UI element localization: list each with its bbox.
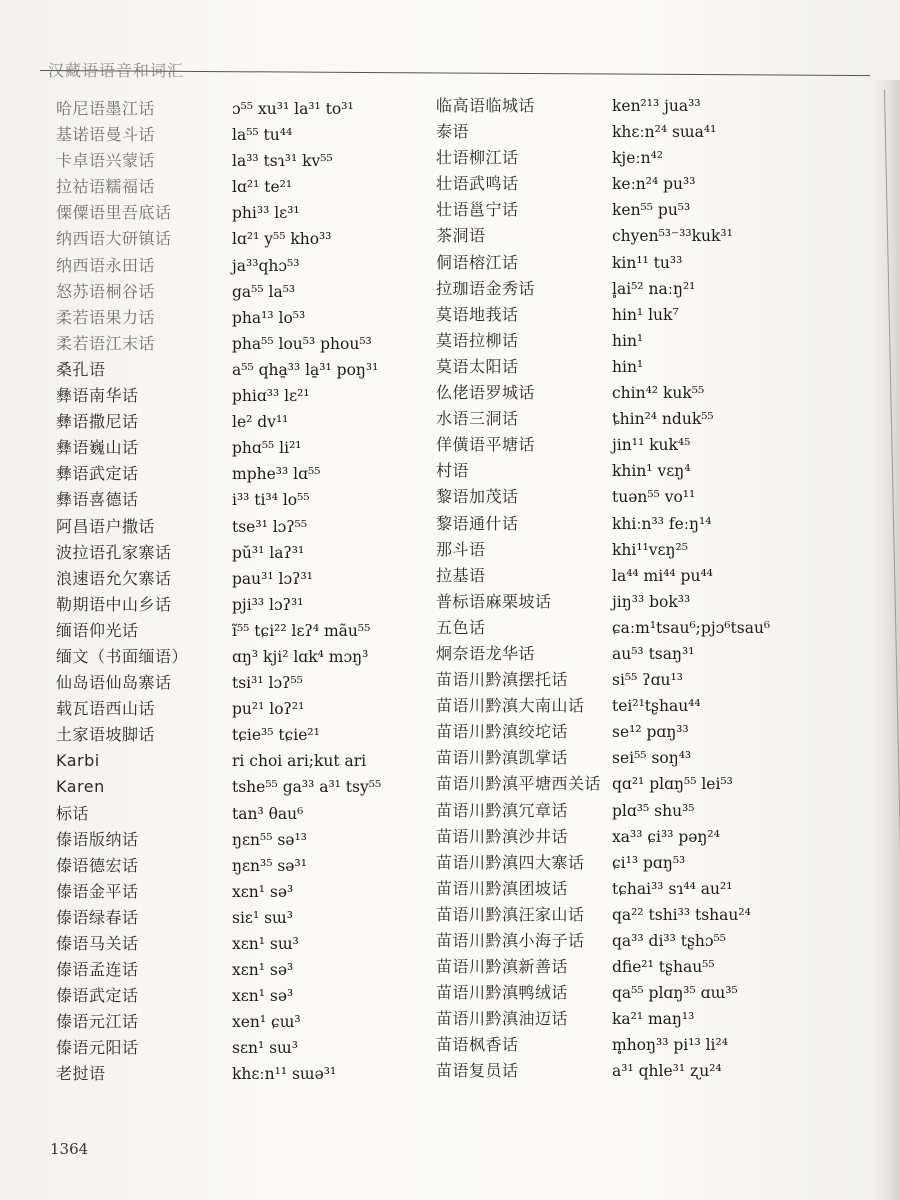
dialect-name: 苗语川黔滇大南山话 [436,696,585,716]
dialect-name: 五色话 [436,617,486,637]
word-form: qa⁵⁵ plɑŋ³⁵ ɑɯ³⁵ [612,984,738,1003]
dialect-name: 彝语撒尼话 [56,412,139,432]
dialect-name: 佯僙语平塘话 [436,435,536,455]
dialect-name: 彝语武定话 [56,464,139,484]
word-form: tɕhai³³ sɿ⁴⁴ au²¹ [612,879,733,898]
right-column-forms [612,93,882,1085]
word-form: hin¹ luk⁷ [612,305,679,324]
word-form: ĩ⁵⁵ tɕi²² lɛʔ⁴ mãu⁵⁵ [232,621,371,640]
dialect-name: 苗语川黔滇油迈话 [436,1009,569,1029]
dialect-name: 傈僳语里吾底话 [56,203,172,223]
word-form: kin¹¹ tu³³ [612,253,683,272]
word-form: xa³³ ɕi³³ pəŋ²⁴ [612,827,720,846]
word-form: hin¹ [612,331,644,350]
dialect-name: 黎语通什话 [436,513,519,533]
dialect-name: 莫语太阳话 [436,356,519,376]
word-form: dfie²¹ tʂhau⁵⁵ [612,958,715,977]
word-form: tɕie³⁵ tɕie²¹ [232,726,320,745]
word-form: tse³¹ lɔʔ⁵⁵ [232,517,308,536]
dialect-name: 彝语南华话 [56,386,139,406]
word-form: ka²¹ maŋ¹³ [612,1010,695,1029]
dialect-name: 傣语孟连话 [56,960,139,980]
word-form: ɑŋ³ kji² lɑk⁴ mɔŋ³ [232,647,369,666]
word-form: qa²² tshi³³ tshau²⁴ [612,905,751,924]
word-form: hin¹ [612,357,644,376]
dialect-name: 彝语巍山话 [56,438,139,458]
dialect-name: 傣语马关话 [56,934,139,953]
dialect-name: 壮语柳江话 [436,148,519,168]
word-form: lɑ²¹ te²¹ [232,178,293,197]
dialect-name: 苗语川黔滇冗章话 [436,800,569,820]
word-form: xɛn¹ sə³ [232,961,294,980]
word-form: se¹² pɑŋ³³ [612,723,689,742]
word-form: chin⁴² kuk⁵⁵ [612,384,705,403]
dialect-name: 仙岛语仙岛寨话 [56,673,172,693]
dialect-name: 傣语元阳话 [56,1038,139,1058]
dialect-name: 勒期语中山乡话 [56,594,172,614]
dialect-name: 缅语仰光话 [56,620,139,640]
dialect-name: 彝语喜德话 [56,490,139,510]
word-form: la⁵⁵ tu⁴⁴ [232,126,293,145]
dialect-name: 壮语武鸣话 [436,174,519,194]
dialect-name: 基诺语曼斗话 [56,125,156,145]
dialect-name: 傣语版纳话 [56,829,139,849]
word-form: ken⁵⁵ pu⁵³ [612,201,691,220]
word-form: tshe⁵⁵ ga³³ a³¹ tsy⁵⁵ [232,778,382,797]
dialect-name: 临高语临城话 [436,96,536,115]
word-form: pŭ³¹ laʔ³¹ [232,543,305,562]
dialect-name: 土家语坡脚话 [56,725,156,745]
dialect-name: 苗语川黔滇沙井话 [436,826,569,846]
dialect-name: 苗语川黔滇摆托话 [436,670,569,690]
dialect-name: 纳西语永田话 [56,255,156,275]
word-form: xɛn¹ sə³ [232,882,294,901]
dialect-name: 拉珈语金秀话 [436,278,536,298]
word-form: khin¹ vɛŋ⁴ [612,462,691,481]
dialect-name: 苗语川黔滇团坡话 [436,878,569,898]
dialect-name: 苗语枫香话 [436,1035,519,1055]
dialect-name: 苗语川黔滇汪家山话 [436,904,585,924]
word-form: ɕi¹³ pɑŋ⁵³ [612,853,686,872]
word-form: khɛːn¹¹ sɯə³¹ [232,1065,337,1084]
dialect-name: 那斗语 [436,539,486,559]
word-form: ja³³qhɔ⁵³ [232,256,300,275]
word-form: phi³³ lɛ³¹ [232,204,300,223]
dialect-name: 阿昌语户撒话 [56,516,156,536]
dialect-name: 拉祜语糯福话 [56,177,156,197]
dialect-name: 拉基语 [436,565,486,585]
word-form: la³³ tsɿ³¹ kv⁵⁵ [232,152,333,171]
word-form: jin¹¹ kuk⁴⁵ [612,436,691,455]
word-form: chyen⁵³⁻³³kuk³¹ [612,227,733,246]
word-form: phiɑ³³ lɛ²¹ [232,387,310,406]
dialect-name: 苗语川黔滇平塘西关话 [436,774,602,794]
word-form: au⁵³ tsaŋ³¹ [612,644,695,663]
dialect-name: 缅文（书面缅语） [56,646,189,666]
word-form: sɛn¹ sɯ³ [232,1039,298,1058]
dialect-name: 苗语川黔滇小海子话 [436,931,585,950]
word-form: khɛːn²⁴ sɯa⁴¹ [612,123,717,142]
dialect-name: 黎语加茂话 [436,487,519,507]
word-form: plɑ³⁵ shu³⁵ [612,801,695,820]
word-form: khiːn³³ feːŋ¹⁴ [612,514,712,533]
word-form: lɑ²¹ y⁵⁵ kho³³ [232,230,332,249]
word-form: keːn²⁴ pu³³ [612,175,696,194]
word-form: ga⁵⁵ la⁵³ [232,282,296,301]
dialect-name: 柔若语果力话 [56,307,156,327]
dialect-name: 哈尼语墨江话 [56,99,156,118]
dialect-name: 标话 [56,803,90,823]
word-form: pji³³ lɔʔ³¹ [232,595,304,614]
word-form: khi¹¹vɛŋ²⁵ [612,540,688,559]
word-form: ɔ⁵⁵ xu³¹ la³¹ to³¹ [232,100,354,118]
dialect-name: 柔若语江末话 [56,333,156,353]
dialect-name: 苗语川黔滇四大寨话 [436,852,585,872]
dialect-name: 莫语地莪话 [436,304,519,324]
word-form: jiŋ³³ bok³³ [612,592,691,611]
word-form: a³¹ qhle³¹ ʐu²⁴ [612,1062,722,1081]
dialect-name: 载瓦语西山话 [56,699,156,719]
word-form: ŋɛn⁵⁵ sə¹³ [232,830,307,849]
dialect-name: 老挝语 [56,1064,106,1084]
dialect-name: 苗语川黔滇新善话 [436,957,569,977]
word-form: pau³¹ lɔʔ³¹ [232,569,313,588]
word-form: tuən⁵⁵ vo¹¹ [612,488,696,507]
dialect-name: 卡卓语兴蒙话 [56,151,156,171]
dialect-name: 莫语拉柳话 [436,330,519,350]
dialect-name: 怒苏语桐谷话 [56,281,156,301]
dialect-name: 傣语金平话 [56,881,139,901]
word-form: l̥ai⁵² naːŋ²¹ [612,279,696,298]
dialect-name: 傣语绿春话 [56,907,139,927]
word-form: le² dv¹¹ [232,413,289,432]
left-column-forms [232,96,432,1088]
word-form: ken²¹³ jua³³ [612,97,701,115]
word-form: tsi³¹ lɔʔ⁵⁵ [232,674,303,693]
word-form: m̥hoŋ³³ pi¹³ li²⁴ [612,1036,728,1055]
word-form: a⁵⁵ qha̱³³ la̱³¹ poŋ³¹ [232,360,379,379]
dialect-name: 茶洞语 [436,226,486,246]
running-header: 汉藏语语音和词汇 [48,61,185,80]
dialect-name: 水语三洞话 [436,409,519,429]
dialect-name: 苗语川黔滇凯掌话 [436,748,569,768]
dialect-name: 傣语德宏话 [56,855,139,875]
dialect-name: 泰语 [436,122,470,142]
dialect-name: 侗语榕江话 [436,252,519,272]
dialect-name: 苗语复员话 [436,1061,519,1081]
dialect-name: 桑孔语 [56,359,106,379]
word-form: kjeːn⁴² [612,149,664,168]
dialect-name: 苗语川黔滇绞坨话 [436,722,569,742]
word-form: i³³ ti³⁴ lo⁵⁵ [232,491,310,510]
word-form: tan³ θau⁶ [232,804,304,823]
word-form: ri choi ari;kut ari [232,752,367,771]
dialect-name: 仫佬语罗城话 [436,383,536,403]
left-column-dialect-names [56,96,226,1088]
word-form: xɛn¹ sə³ [232,987,294,1006]
word-form: tei²¹tʂhau⁴⁴ [612,697,701,716]
dialect-name: Karbi [56,751,100,771]
word-form: siɛ¹ sɯ³ [232,908,293,927]
word-form: qɑ²¹ plɑŋ⁵⁵ lei⁵³ [612,775,733,794]
dialect-name: 村语 [436,461,470,481]
word-form: xɛn¹ sɯ³ [232,935,299,953]
word-form: ɕaːm¹tsau⁶;pjɔ⁶tsau⁶ [612,618,771,637]
word-form: phɑ⁵⁵ li²¹ [232,439,302,458]
right-column-dialect-names [436,93,616,1085]
dialect-name: 傣语元江话 [56,1012,139,1032]
word-form: pu²¹ loʔ²¹ [232,700,305,719]
dialect-name: 壮语邕宁话 [436,200,519,220]
dialect-name: 波拉语孔家寨话 [56,542,172,562]
page-number: 1364 [50,1140,89,1158]
word-form: la⁴⁴ mi⁴⁴ pu⁴⁴ [612,566,713,585]
word-form: ȶhin²⁴ nduk⁵⁵ [612,410,714,429]
word-form: qa³³ di³³ tʂhɔ⁵⁵ [612,932,727,950]
word-form: sei⁵⁵ soŋ⁴³ [612,749,692,768]
word-form: xen¹ ɕɯ³ [232,1013,301,1032]
dialect-name: Karen [56,777,105,797]
word-form: si⁵⁵ ʔɑu¹³ [612,671,683,690]
word-form: ŋɛn³⁵ sə³¹ [232,856,307,875]
dialect-name: 浪速语允欠寨话 [56,568,172,588]
dialect-name: 纳西语大研镇话 [56,229,172,249]
dialect-name: 傣语武定话 [56,986,139,1006]
dialect-name: 炯奈语龙华话 [436,643,536,663]
dialect-name: 苗语川黔滇鸭绒话 [436,983,569,1003]
word-form: mphe³³ lɑ⁵⁵ [232,465,321,484]
word-form: pha¹³ lo⁵³ [232,308,306,327]
dialect-name: 普标语麻栗坡话 [436,591,552,611]
word-form: pha⁵⁵ lou⁵³ phou⁵³ [232,334,372,353]
